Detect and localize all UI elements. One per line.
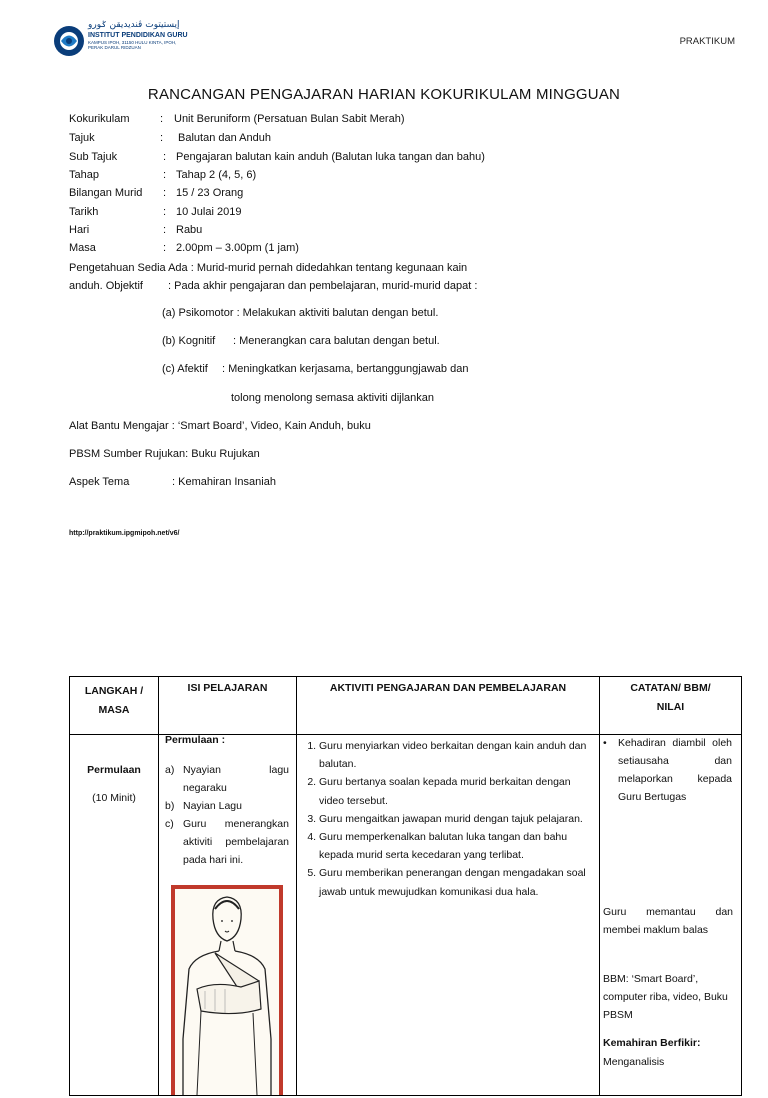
objective-psikomotor: (a) Psikomotor : Melakukan aktiviti balutan dengan betul. <box>162 307 439 319</box>
header-isi-pelajaran: ISI PELAJARAN <box>159 677 297 735</box>
cell-langkah <box>70 735 159 1096</box>
info-colon: : <box>163 187 167 199</box>
info-colon: : <box>163 242 167 254</box>
isi-marker-b: b) <box>165 800 175 812</box>
list-item: 2. Guru bertanya soalan kepada murid berkaitan dengan video tersebut. <box>319 773 591 809</box>
info-label: Bilangan Murid <box>69 187 143 199</box>
info-colon: : <box>163 151 167 163</box>
table-row <box>70 735 742 1096</box>
info-label: Sub Tajuk <box>69 151 118 163</box>
pbsm-sumber-rujukan: PBSM Sumber Rujukan: Buku Rujukan <box>69 448 260 460</box>
header-catatan: CATATAN/ BBM/ NILAI <box>600 677 742 735</box>
info-label: Kokurikulam <box>69 113 130 125</box>
info-value: Tahap 2 (4, 5, 6) <box>176 169 257 181</box>
ipg-emblem-icon <box>52 24 86 58</box>
ipg-logo <box>52 20 192 62</box>
info-colon: : <box>160 113 164 125</box>
catatan-bbm: BBM: ‘Smart Board’, computer riba, video, Buku PBSM <box>603 973 728 1021</box>
list-item: 5. Guru memberikan penerangan dengan mengadakan soal jawab untuk mewujudkan komunikasi dua hala. <box>319 864 591 900</box>
lesson-table <box>69 676 742 1096</box>
isi-item-b: Nayian Lagu <box>183 800 242 812</box>
isi-heading: Permulaan : <box>165 734 226 746</box>
info-label: Tarikh <box>69 206 99 218</box>
objektif-intro: : Pada akhir pengajaran dan pembelajaran, murid-murid dapat : <box>168 280 478 292</box>
info-value: 10 Julai 2019 <box>176 206 242 218</box>
cell-isi-pelajaran <box>159 735 297 1096</box>
list-item: 1. Guru menyiarkan video berkaitan dengan kain anduh dan balutan. <box>319 737 591 773</box>
isi-marker-a: a) <box>165 764 175 776</box>
pengetahuan-sedia-ada: Pengetahuan Sedia Ada : Murid-murid pernah didedahkan tentang kegunaan kain <box>69 262 468 274</box>
catatan-kehadiran: Kehadiran diambil oleh setiausaha dan melaporkan kepada Guru Bertugas <box>618 737 732 803</box>
page-title: RANCANGAN PENGAJARAN HARIAN KOKURIKULAM MINGGUAN <box>147 86 621 103</box>
arm-sling-icon <box>175 889 279 1095</box>
catatan-kemahiran-value: Menganalisis <box>603 1056 665 1068</box>
objective-afektif-label: (c) Afektif <box>162 363 208 375</box>
aspek-tema-label: Aspek Tema <box>69 476 130 488</box>
info-colon: : <box>163 206 167 218</box>
info-colon: : <box>163 169 167 181</box>
info-value: 2.00pm – 3.00pm (1 jam) <box>176 242 299 254</box>
bullet-icon: • <box>603 737 607 749</box>
header-langkah-masa: LANGKAH / MASA <box>70 677 159 735</box>
section-label: PRAKTIKUM <box>679 36 735 47</box>
cell-catatan <box>600 735 742 1096</box>
objektif-label: anduh. Objektif <box>69 280 143 292</box>
list-item: 3. Guru mengaitkan jawapan murid dengan tajuk pelajaran. <box>319 810 591 828</box>
objective-afektif-text-cont: tolong menolong semasa aktiviti dijlankan <box>231 392 435 404</box>
list-item: 4. Guru memperkenalkan balutan luka tangan dan bahu kepada murid serta kecedaran yang terlibat. <box>319 828 591 864</box>
info-label: Tajuk <box>69 132 95 144</box>
cell-aktiviti <box>297 735 600 1096</box>
info-label: Tahap <box>69 169 99 181</box>
institution-address: KAMPUS IPOH, 31150 HULU KINTA, IPOH, PERAK DARUL RIDZUAN <box>88 40 177 50</box>
info-value: Unit Beruniform (Persatuan Bulan Sabit Merah) <box>174 113 405 125</box>
info-value: Balutan dan Anduh <box>178 132 271 144</box>
alat-bantu-mengajar: Alat Bantu Mengajar : ‘Smart Board’, Video, Kain Anduh, buku <box>69 420 371 432</box>
catatan-pemantauan: Guru memantau dan membei maklum balas <box>603 906 733 936</box>
activity-list <box>299 737 591 901</box>
langkah-permulaan: Permulaan <box>87 764 141 776</box>
table-header-row <box>70 677 742 735</box>
info-value: Rabu <box>176 224 203 236</box>
objective-kognitif-text: : Menerangkan cara balutan dengan betul. <box>233 335 440 347</box>
aspek-tema-value: : Kemahiran Insaniah <box>172 476 276 488</box>
isi-item-a: Nyayian lagu negaraku <box>183 764 289 794</box>
catatan-kemahiran-heading: Kemahiran Berfikir: <box>603 1037 701 1049</box>
isi-marker-c: c) <box>165 818 174 830</box>
info-label: Masa <box>69 242 96 254</box>
info-label: Hari <box>69 224 90 236</box>
institution-arabic: إيستيتوت ڤنديديقن ݢورو <box>88 20 180 30</box>
info-value: Pengajaran balutan kain anduh (Balutan luka tangan dan bahu) <box>176 151 485 163</box>
praktikum-link[interactable]: http://praktikum.ipgmipoh.net/v6/ <box>69 530 180 537</box>
info-colon: : <box>160 132 164 144</box>
arm-sling-illustration <box>171 885 283 1095</box>
info-value: 15 / 23 Orang <box>176 187 244 199</box>
langkah-masa: (10 Minit) <box>92 792 136 804</box>
objective-kognitif-label: (b) Kognitif <box>162 335 216 347</box>
header-aktiviti: AKTIVITI PENGAJARAN DAN PEMBELAJARAN <box>297 677 600 735</box>
info-colon: : <box>163 224 167 236</box>
isi-item-c: Guru menerangkan aktiviti pembelajaran pada hari ini. <box>183 818 289 866</box>
institution-name: INSTITUT PENDIDIKAN GURU <box>88 32 188 39</box>
objective-afektif-text: : Meningkatkan kerjasama, bertanggungjawab dan <box>222 363 469 375</box>
